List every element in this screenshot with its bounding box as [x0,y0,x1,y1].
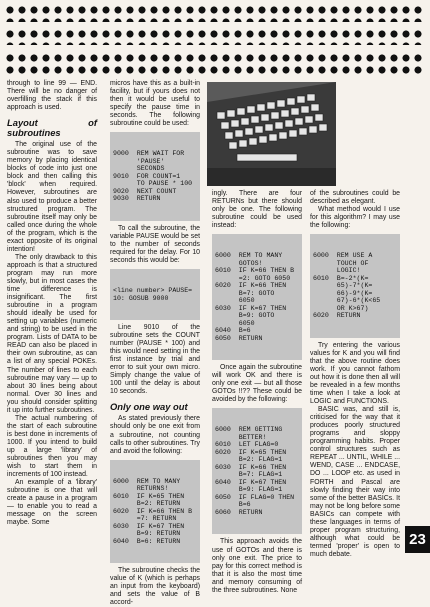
paragraph: An example of a 'library' subroutine is one that will create a pause in a program — to enable you to read a message on the screen maybe. Some [7,479,97,527]
paragraph: As stated previously there should only be one exit from a subroutine, not counting calls to other subroutines. Try and avoid the following: [110,415,201,455]
paragraph: BASIC was, and still is, criticised for the way that it produces poorly structured programs and sloppy programming habits. Proper control structures such as REPEAT ... UNTIL, WHILE ... WEND, CASE ... ENDCASE, DO ... LOOP etc. as used in FORTH and Pascal are slowly finding their way into some of the better BASICs. It may not be long before some BASICs can compete with these languages in terms of proper program structuring, although what could be termed 'proper' is open to much debate. [310,406,400,558]
paragraph: The actual numbering of the start of each subroutine is best done in increments of 1000. If you intend to build up a large 'library' of subroutines then you may wish to start them in increments of 100 instead. [7,414,97,479]
code-listing: <line number> PAUSE= 10: GOSUB 9000 [110,269,200,320]
paragraph: To call the subroutine, the variable PAUSE would be set to the number of seconds required for the delay. For 10 seconds this would be: [110,224,200,264]
paragraph: What method would I use for this algorithm? I may use the following: [310,206,400,230]
banner-divider [0,45,430,50]
code-listing: 9000 REM WAIT FOR 'PAUSE' SECONDS 9010 FOR COUNT=1 TO PAUSE * 100 9020 NEXT COUNT 9030 RETURN [110,132,200,221]
paragraph: Try entering the various values for K and you will find that the above routine does work. If you cannot fathom out how it is done then all will be revealed in a few months time when I take a look at LOGIC and FUNCTIONS. [310,341,400,406]
column-3 [212,190,302,595]
section-heading: Only one way out [110,401,188,413]
paragraph: ingly. There are four RETURNs but there should only be one. The following subroutine could be used instead: [212,190,302,230]
dot-pattern-banner [0,0,430,78]
paragraph: Line 9010 of the subroutine sets the COUNT number (PAUSE * 100) and this would need setting in the first instance by trial and error to suit your own micro. Simply change the value of 100 until the delay is about 10 seconds. [110,324,200,396]
banner-divider [0,22,430,27]
column-4 [310,190,400,559]
page-number: 23 [405,526,430,553]
section-heading: Layout of subroutines [7,117,97,139]
paragraph: through to line 99 — END. There will be no danger of overfilling the stack if this approach is used. [7,80,97,112]
paragraph: The only drawback to this approach is that a structured program may run more slowly, but in most cases the time difference is insignificant. The first subroutine in a program should ideally be used for setting up variables (numeric and string) to be used in the program. Lists of DATA to be READ can also be placed in their own subroutine, as can a list of any special POKEs. The number of lines to each subroutine may vary — up to about 30 lines being about normal. Over 30 lines and you should consider splitting it up into further subroutines. [7,253,97,414]
column-2 [110,80,200,607]
keyboard-image [207,82,336,186]
paragraph: of the subroutines could be described as elegant. [310,190,400,206]
column-1 [7,80,97,527]
code-listing: 6000 REM GETTING BETTER! 6010 LET FLAG=0 6020 IF K=65 THEN B=2: FLAG=1 6030 IF K=66 THEN B=7: FLAG=1 6040 IF K=67 THEN B=9: FLAG=1 6050 IF FLAG=0 THEN B=6 6060 RETURN [212,408,302,534]
code-listing: 6000 REM TO MANY RETURNS! 6010 IF K=65 THEN B=2: RETURN 6020 IF K=66 THEN B =7: RETURN 6030 IF K=67 THEN B=9: RETURN 6040 B=6: RETURN [110,460,200,564]
paragraph: micros have this as a built-in facility, but if yours does not then it would be useful to specify the pause time in seconds. The following subroutine could be used: [110,80,200,128]
paragraph: The subroutine checks the value of K (which is perhaps an input from the keyboard) and sets the value of B accord- [110,567,200,607]
keyboard-photo [207,82,336,186]
paragraph: The original use of the subroutine was to save memory by placing identical blocks of code into just one block and then calling this 'block' when required. However, subroutines are also used to produce a better structured program. The subroutine itself may only be called once during the whole of the program, which is the exact opposite of its original intention! [7,141,97,253]
code-listing: 6000 REM TO MANY GOTOS! 6010 IF K=66 THEN B =2: GOTO 6050 6020 IF K=66 THEN B=7: GOTO 6050 6030 IF K=67 THEN B=9: GOTO 6050 6040 B=6 6050 RETURN [212,234,302,360]
code-listing: 6000 REM USE A TOUCH OF LOGIC! 6010 B=-2*(K= 65)-7*(K= 66)-9*(K= 67)-6*(K<65 OR K>67) 6020 RETURN [310,234,400,338]
paragraph: This approach avoids the use of GOTOs and there is only one exit. The price to pay for this correct method is that it is also the most time and memory consuming of the three subroutines. None [212,538,302,594]
paragraph: Once again the subroutine will work OK and there is only one exit — but all those GOTOs !!?? These could be avoided by the following: [212,364,302,404]
dot-pattern [4,4,426,74]
